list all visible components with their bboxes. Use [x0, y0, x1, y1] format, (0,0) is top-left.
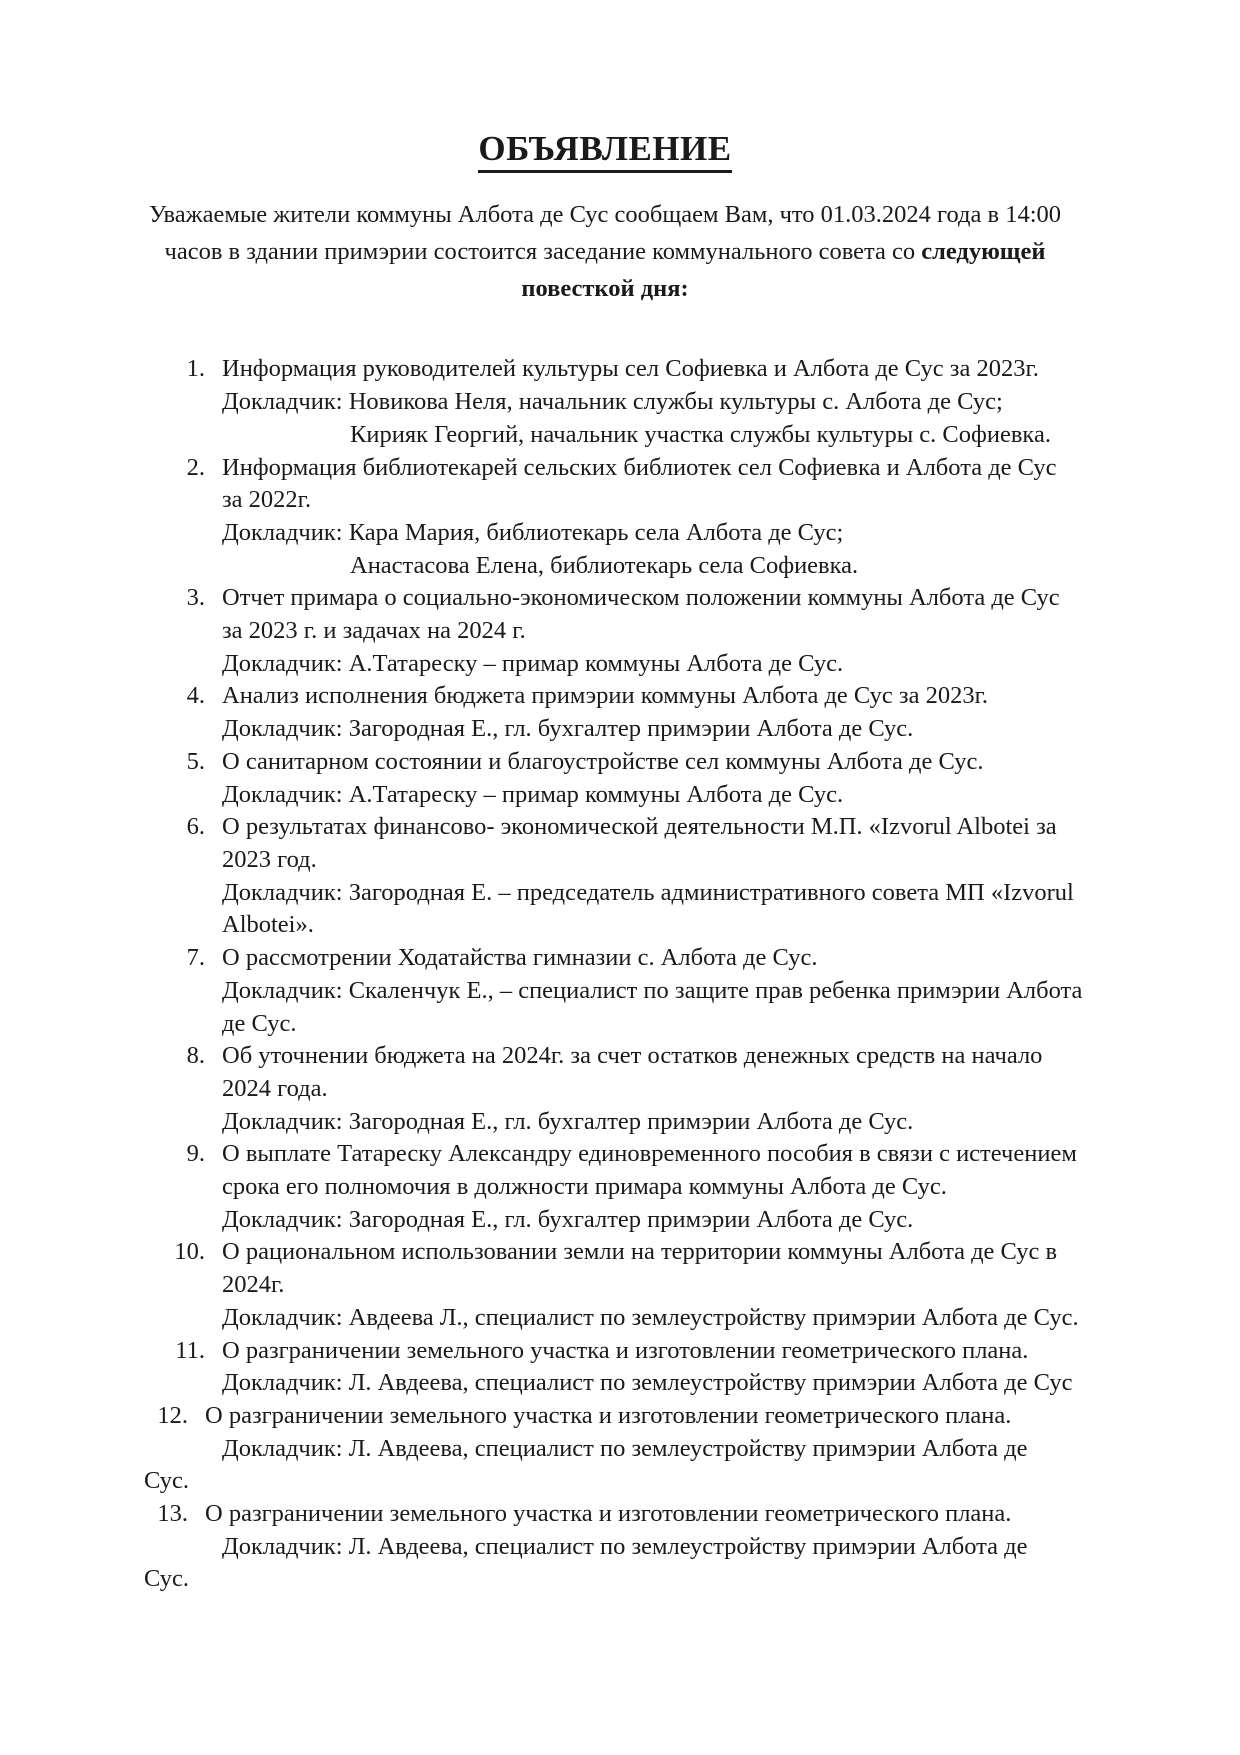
agenda-item — [127, 1335, 1083, 1400]
agenda-item-speaker-line: Докладчик: Авдеева Л., специалист по землеустройству примэрии Албота де Сус. — [222, 1303, 1079, 1331]
agenda-item-title: О разграничении земельного участка и изготовлении геометрического плана. — [222, 1336, 1029, 1364]
agenda-item — [127, 1138, 1083, 1236]
agenda-item — [127, 680, 1083, 745]
agenda-item-speaker-line: Докладчик: Л. Авдеева, специалист по землеустройству примэрии Албота де — [222, 1532, 1028, 1560]
agenda-item-speaker-line: Докладчик: А.Татареску – примар коммуны Албота де Сус. — [222, 780, 844, 808]
agenda-item — [127, 1236, 1083, 1334]
agenda-item-speaker-line: Докладчик: Загородная Е. – председатель административного совета МП «Izvorul Albotei». — [222, 878, 1074, 939]
agenda-item — [127, 452, 1083, 583]
agenda-item — [127, 582, 1083, 680]
agenda-item-number: 10. — [174, 1238, 205, 1266]
agenda-item-number: 5. — [186, 747, 205, 775]
agenda-item-number: 3. — [186, 584, 205, 612]
agenda-item-number: 8. — [186, 1042, 205, 1070]
agenda-item-title: О рассмотрении Ходатайства гимназии с. Албота де Сус. — [222, 944, 818, 972]
agenda-list — [127, 353, 1083, 1596]
agenda-item-speaker-line: Докладчик: Загородная Е., гл. бухгалтер примэрии Албота де Сус. — [222, 715, 914, 743]
agenda-item-speaker-line: Кирияк Георгий, начальник участка службы культуры с. Софиевка. — [350, 420, 1051, 448]
agenda-item-speaker-line: Докладчик: Новикова Неля, начальник службы культуры с. Албота де Сус; — [222, 388, 1003, 416]
agenda-item-speaker-line: Докладчик: Загородная Е., гл. бухгалтер примэрии Албота де Сус. — [222, 1205, 914, 1233]
agenda-item-number: 11. — [175, 1336, 205, 1364]
agenda-item — [127, 353, 1083, 451]
agenda-item-speaker-line: Анастасова Елена, библиотекарь села Софиевка. — [350, 551, 859, 579]
agenda-item — [127, 942, 1083, 1040]
agenda-item-number: 4. — [186, 682, 205, 710]
agenda-item — [127, 1400, 1083, 1498]
agenda-item-title: О рациональном использовании земли на территории коммуны Албота де Сус в 2024г. — [222, 1238, 1058, 1299]
intro-paragraph — [127, 197, 1083, 307]
agenda-item-title: О разграничении земельного участка и изготовлении геометрического плана. — [205, 1500, 1012, 1528]
agenda-item-number: 7. — [186, 944, 205, 972]
agenda-item-title: Об уточнении бюджета на 2024г. за счет остатков денежных средств на начало 2024 года. — [222, 1042, 1043, 1102]
document-content — [127, 0, 1083, 1596]
intro-text-bold: следующей повесткой дня: — [521, 237, 1046, 302]
agenda-item-speaker-line: Докладчик: Л. Авдеева, специалист по землеустройству примэрии Албота де Сус — [222, 1369, 1073, 1397]
agenda-item — [127, 1040, 1083, 1138]
agenda-item-number: 13. — [157, 1500, 188, 1528]
agenda-item-number: 2. — [186, 453, 205, 481]
agenda-item-speaker-line: Сус. — [144, 1467, 189, 1495]
agenda-item-title: Информация руководителей культуры сел Софиевка и Албота де Сус за 2023г. — [222, 355, 1039, 383]
agenda-item-title: О результатах финансово- экономической деятельности М.П. «Izvorul Albotei за 2023 год. — [222, 813, 1057, 873]
agenda-item-title: О санитарном состоянии и благоустройстве сел коммуны Албота де Сус. — [222, 747, 984, 775]
agenda-item — [127, 811, 1083, 942]
agenda-item — [127, 1498, 1083, 1596]
agenda-item-speaker-line: Сус. — [144, 1565, 189, 1593]
agenda-item-speaker-line: Докладчик: А.Татареску – примар коммуны Албота де Сус. — [222, 649, 844, 677]
agenda-item-speaker-line: Докладчик: Кара Мария, библиотекарь села Албота де Сус; — [222, 518, 844, 546]
agenda-item-number: 1. — [186, 355, 205, 383]
agenda-item-speaker-line: Докладчик: Скаленчук Е., – специалист по защите прав ребенка примэрии Албота де Сус. — [222, 976, 1083, 1037]
agenda-item-title: Информация библиотекарей сельских библиотек сел Софиевка и Албота де Сус за 2022г. — [222, 453, 1057, 514]
intro-text: Уважаемые жители коммуны Албота де Сус сообщаем Вам, что 01.03.2024 года в 14:00 часов в здании примэрии состоится заседание коммунального совета со — [148, 201, 1062, 265]
agenda-item-title: Анализ исполнения бюджета примэрии коммуны Албота де Сус за 2023г. — [222, 682, 988, 710]
agenda-item-speaker-line: Докладчик: Загородная Е., гл. бухгалтер примэрии Албота де Сус. — [222, 1107, 914, 1135]
agenda-item-number: 12. — [157, 1401, 188, 1429]
agenda-item — [127, 746, 1083, 811]
page-title — [127, 129, 1083, 173]
agenda-item-number: 6. — [186, 813, 205, 841]
page-title-text: ОБЪЯВЛЕНИЕ — [478, 129, 731, 173]
agenda-item-title: Отчет примара о социально-экономическом положении коммуны Албота де Сус за 2023 г. и задачах на 2024 г. — [222, 584, 1060, 645]
agenda-item-title: О выплате Татареску Александру единовременного пособия в связи с истечением срока его полномочия в должности примара коммуны Албота де Сус. — [222, 1140, 1077, 1201]
agenda-item-number: 9. — [186, 1140, 205, 1168]
agenda-item-title: О разграничении земельного участка и изготовлении геометрического плана. — [205, 1401, 1012, 1429]
agenda-item-speaker-line: Докладчик: Л. Авдеева, специалист по землеустройству примэрии Албота де — [222, 1434, 1028, 1462]
